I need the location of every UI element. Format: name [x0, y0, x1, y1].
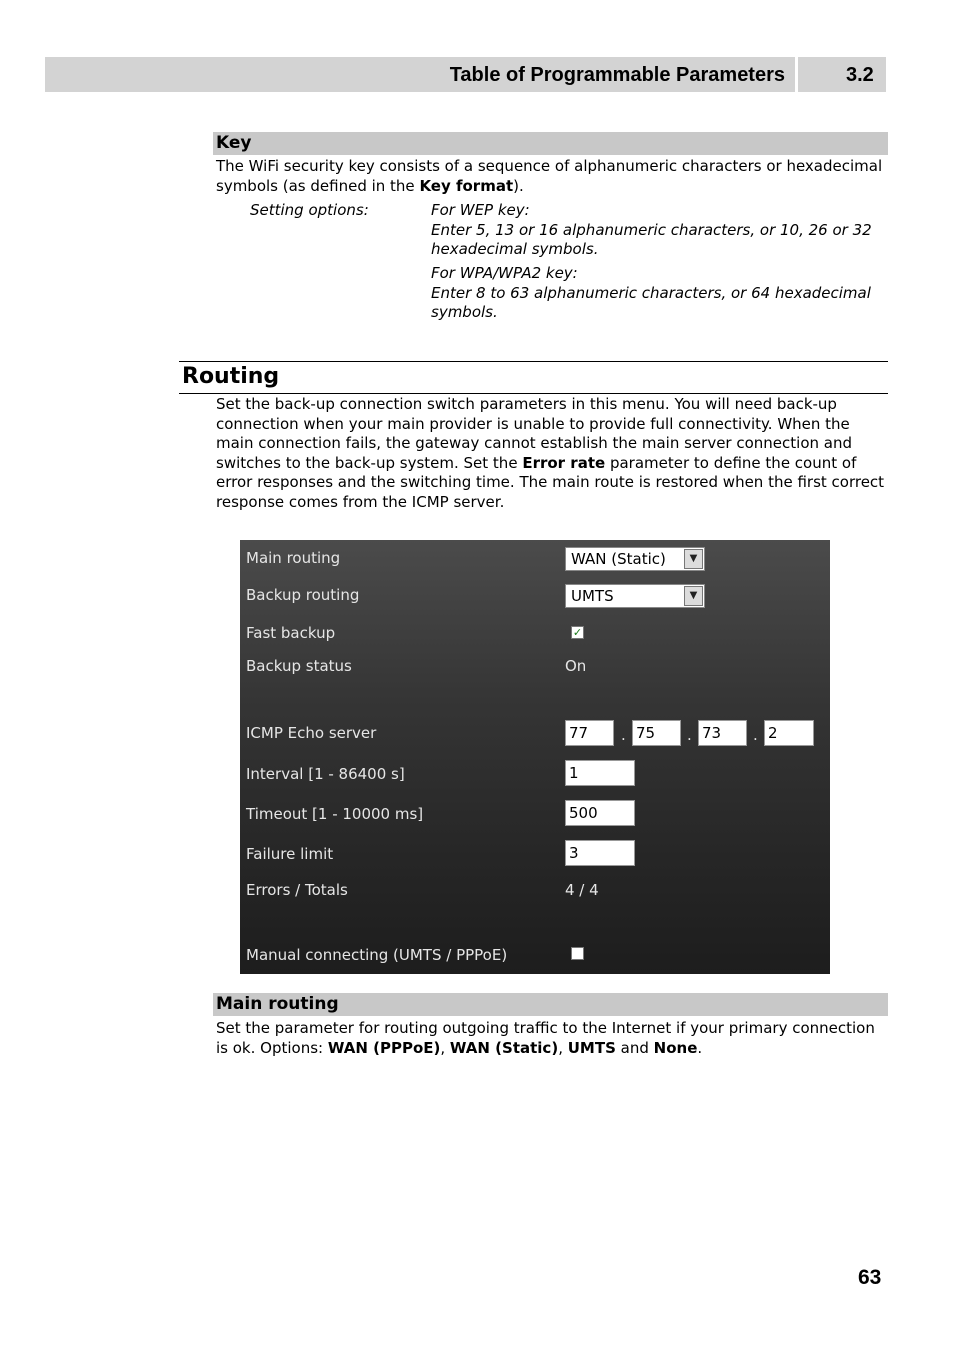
chevron-down-icon[interactable]: ▼ — [684, 549, 703, 569]
wep-option: For WEP key: Enter 5, 13 or 16 alphanumeric characters, or 10, 26 or 32 hexadecimal symbols. — [431, 201, 872, 258]
main-routing-label: Main routing — [246, 549, 341, 567]
errors-totals-label: Errors / Totals — [246, 881, 348, 899]
failure-limit-label: Failure limit — [246, 845, 334, 863]
wpa-option: For WPA/WPA2 key: Enter 8 to 63 alphanumeric characters, or 64 hexadecimal symbols. — [431, 264, 871, 321]
timeout-input[interactable]: 500 — [565, 800, 635, 826]
routing-heading-bar — [179, 361, 888, 394]
header-title: Table of Programmable Parameters — [449, 64, 785, 86]
routing-heading: Routing — [182, 364, 280, 389]
icmp-server-label: ICMP Echo server — [246, 724, 377, 742]
backup-routing-select[interactable]: UMTS ▼ — [565, 584, 705, 608]
icmp-octet-2-input[interactable]: 75 — [632, 720, 681, 746]
checkmark-icon: ✓ — [572, 626, 583, 639]
backup-status-value: On — [565, 657, 587, 675]
failure-limit-input[interactable]: 3 — [565, 840, 635, 866]
main-routing-select[interactable]: WAN (Static) ▼ — [565, 547, 705, 571]
header-section-number: 3.2 — [846, 64, 874, 86]
icmp-octet-4-input[interactable]: 2 — [764, 720, 814, 746]
interval-input[interactable]: 1 — [565, 760, 635, 786]
backup-routing-label: Backup routing — [246, 586, 360, 604]
errors-totals-value: 4 / 4 — [565, 881, 599, 899]
ip-dot: . — [687, 726, 692, 744]
fast-backup-label: Fast backup — [246, 624, 336, 642]
fast-backup-checkbox[interactable] — [571, 626, 584, 639]
ip-dot: . — [621, 726, 626, 744]
chevron-down-icon[interactable]: ▼ — [684, 586, 703, 606]
timeout-label: Timeout [1 - 10000 ms] — [246, 805, 424, 823]
key-description: The WiFi security key consists of a sequence of alphanumeric characters or hexadecimal symbols (as defined in the Key format). — [216, 157, 883, 195]
ip-dot: . — [753, 726, 758, 744]
icmp-octet-3-input[interactable]: 73 — [698, 720, 747, 746]
key-heading: Key — [213, 132, 888, 155]
routing-description: Set the back-up connection switch parameters in this menu. You will need back-up connection when your main provider is unable to provide full connectivity. When the main connection fails, the gateway cannot establish the main server connection and switches to the back-up system. Set the Error rate parameter to define the count of error responses and the switching time. The main route is restored when the first correct response comes from the ICMP server. — [216, 395, 885, 511]
manual-connecting-label: Manual connecting (UMTS / PPPoE) — [246, 946, 508, 964]
main-routing-heading: Main routing — [213, 993, 888, 1016]
main-routing-description: Set the parameter for routing outgoing traffic to the Internet if your primary connection is ok. Options: WAN (PPPoE), WAN (Static), UMTS and None. — [216, 1019, 875, 1057]
interval-label: Interval [1 - 86400 s] — [246, 765, 405, 783]
header-section-bar — [798, 57, 886, 92]
setting-options-label: Setting options: — [250, 201, 369, 219]
routing-settings-panel — [240, 540, 830, 974]
icmp-octet-1-input[interactable]: 77 — [565, 720, 614, 746]
backup-status-label: Backup status — [246, 657, 352, 675]
manual-connecting-checkbox[interactable] — [571, 947, 584, 960]
header-title-bar — [45, 57, 795, 92]
page-number: 63 — [858, 1266, 882, 1289]
